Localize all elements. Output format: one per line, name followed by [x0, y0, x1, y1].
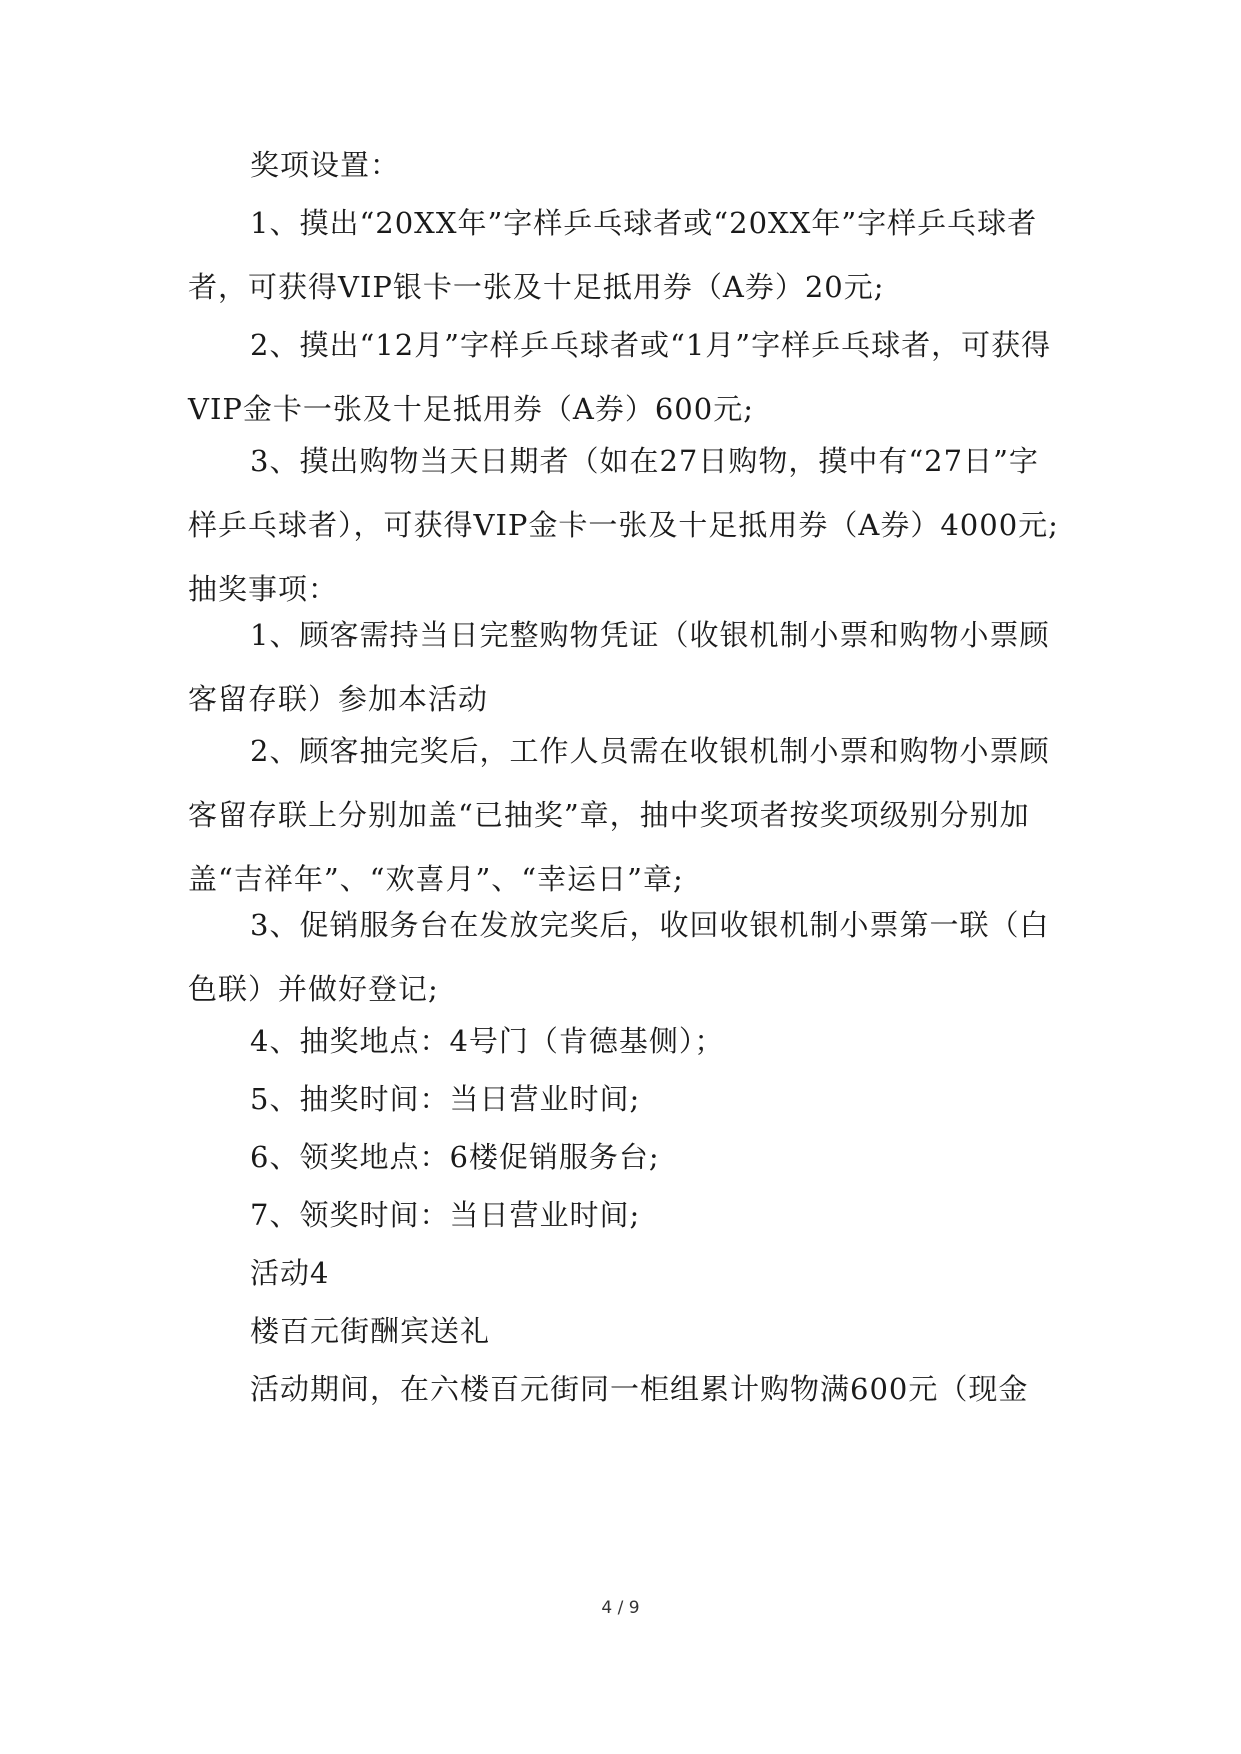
- page-number: 4 / 9: [601, 1598, 640, 1618]
- paragraph-rule-2: 2、顾客抽完奖后，工作人员需在收银机制小票和购物小票顾客留存联上分别加盖“已抽奖”章，抽中奖项者按奖项级别分别加盖“吉祥年”、“欢喜月”、“幸运日”章;: [188, 734, 1050, 896]
- paragraph-award-1: 1、摸出“20XX年”字样乒乓球者或“20XX年”字样乒乓球者者，可获得VIP银卡一张及十足抵用券（A券）20元;: [188, 206, 1038, 304]
- paragraph-award-3: 3、摸出购物当天日期者（如在27日购物，摸中有“27日”字样乒乓球者），可获得VIP金卡一张及十足抵用券（A券）4000元;抽奖事项：: [188, 444, 1059, 606]
- paragraph-rule-1: 1、顾客需持当日完整购物凭证（收银机制小票和购物小票顾客留存联）参加本活动: [188, 618, 1050, 716]
- paragraph-award-2: 2、摸出“12月”字样乒乓球者或“1月”字样乒乓球者，可获得VIP金卡一张及十足抵用券（A券）600元;: [188, 328, 1052, 426]
- paragraph-activity-4-subtitle: 楼百元街酬宾送礼: [250, 1314, 491, 1348]
- paragraph-rule-5: 5、抽奖时间：当日营业时间;: [250, 1082, 641, 1116]
- paragraph-activity-4-body: 活动期间，在六楼百元街同一柜组累计购物满600元（现金: [250, 1372, 1029, 1406]
- paragraph-activity-4-title: 活动4: [250, 1256, 330, 1290]
- paragraph-rule-4: 4、抽奖地点：4号门（肯德基侧）；: [250, 1024, 725, 1058]
- paragraph-rule-7: 7、领奖时间：当日营业时间;: [250, 1198, 641, 1232]
- paragraph-rule-6: 6、领奖地点：6楼促销服务台;: [250, 1140, 660, 1174]
- paragraph-awards-heading: 奖项设置：: [250, 148, 401, 182]
- paragraph-rule-3: 3、促销服务台在发放完奖后，收回收银机制小票第一联（白色联）并做好登记;: [188, 908, 1050, 1006]
